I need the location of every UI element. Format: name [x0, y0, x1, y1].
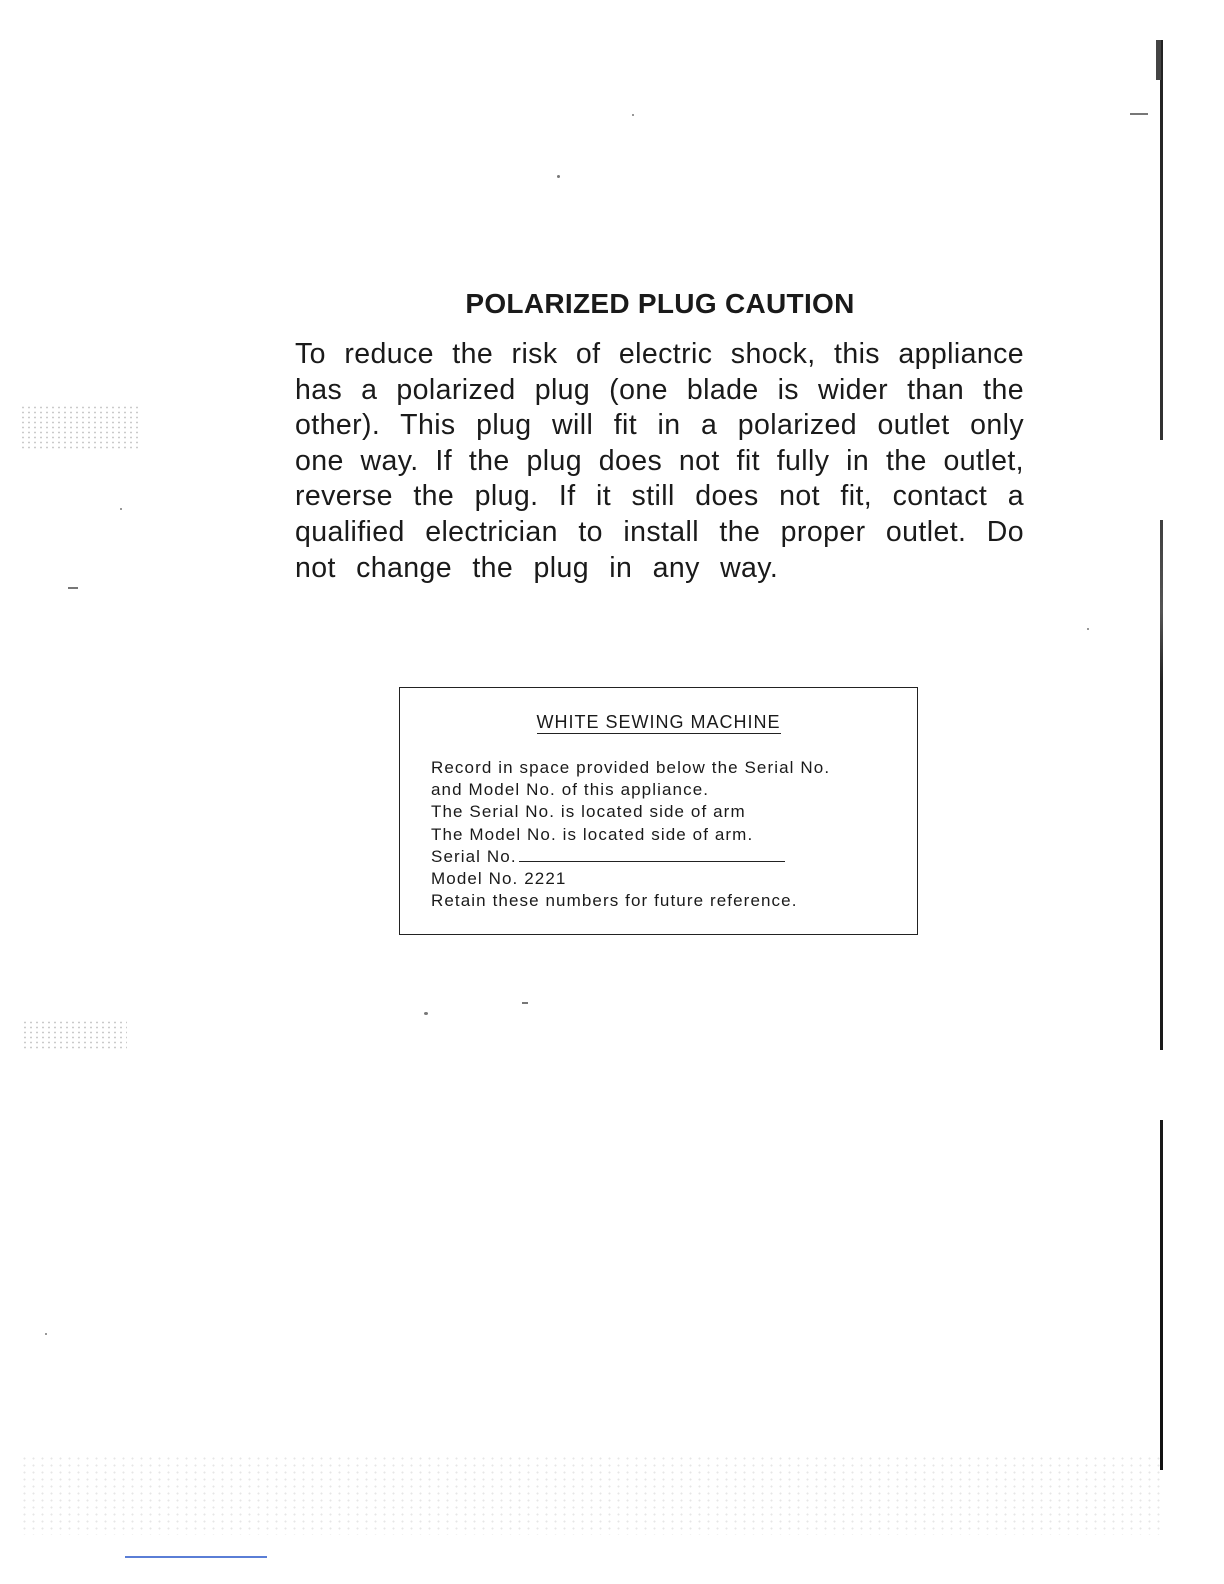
record-box-title-text: WHITE SEWING MACHINE [536, 712, 781, 732]
scan-speck [1087, 628, 1089, 630]
scan-speck [120, 508, 122, 510]
serial-number-blank [519, 861, 785, 862]
scan-speck [45, 1333, 47, 1335]
binding-edge-gap [1159, 1050, 1164, 1120]
record-line: The Model No. is located side of arm. [431, 824, 754, 844]
page-binding-edge [1160, 40, 1163, 1470]
scan-speck [557, 175, 560, 178]
caution-line: qualified electrician to install the proper outlet. Do [295, 515, 1024, 548]
scan-speck [424, 1012, 428, 1015]
caution-line: To reduce the risk of electric shock, this appliance [295, 338, 1024, 370]
caution-line: other). This plug will fit in a polarized outlet only [295, 409, 1024, 442]
model-number-label: Model No. [431, 869, 519, 889]
caution-line: has a polarized plug (one blade is wider than the [295, 373, 1024, 406]
caution-line: not change the plug in any way. [295, 551, 779, 584]
model-number-row [431, 868, 830, 890]
record-line: Record in space provided below the Serial No. [431, 758, 831, 777]
scan-speck [1130, 113, 1148, 115]
scan-speck [522, 1002, 528, 1004]
serial-number-label: Serial No. [431, 846, 517, 866]
scan-speck [1156, 40, 1161, 80]
caution-line: one way. If the plug does not fit fully in the outlet, [295, 444, 1024, 477]
retain-note: Retain these numbers for future reference. [431, 891, 798, 911]
record-line: and Model No. of this appliance. [431, 780, 710, 800]
record-instructions [431, 757, 830, 912]
serial-record-box [399, 687, 918, 935]
binding-edge-gap [1159, 440, 1164, 520]
scan-noise [22, 1020, 127, 1050]
record-box-title [400, 712, 917, 733]
scan-speck [68, 587, 78, 589]
record-line: The Serial No. is located side of arm [431, 802, 746, 822]
serial-number-row [431, 846, 830, 868]
caution-title: POLARIZED PLUG CAUTION [465, 288, 855, 319]
scan-noise-band [20, 1455, 1160, 1535]
bottom-rule [125, 1556, 267, 1558]
caution-line: reverse the plug. If it still does not fit, contact a [295, 480, 1024, 513]
model-number-value: 2221 [524, 869, 567, 889]
scan-noise [20, 405, 140, 450]
scan-speck [632, 114, 634, 116]
caution-paragraph [295, 337, 1024, 586]
